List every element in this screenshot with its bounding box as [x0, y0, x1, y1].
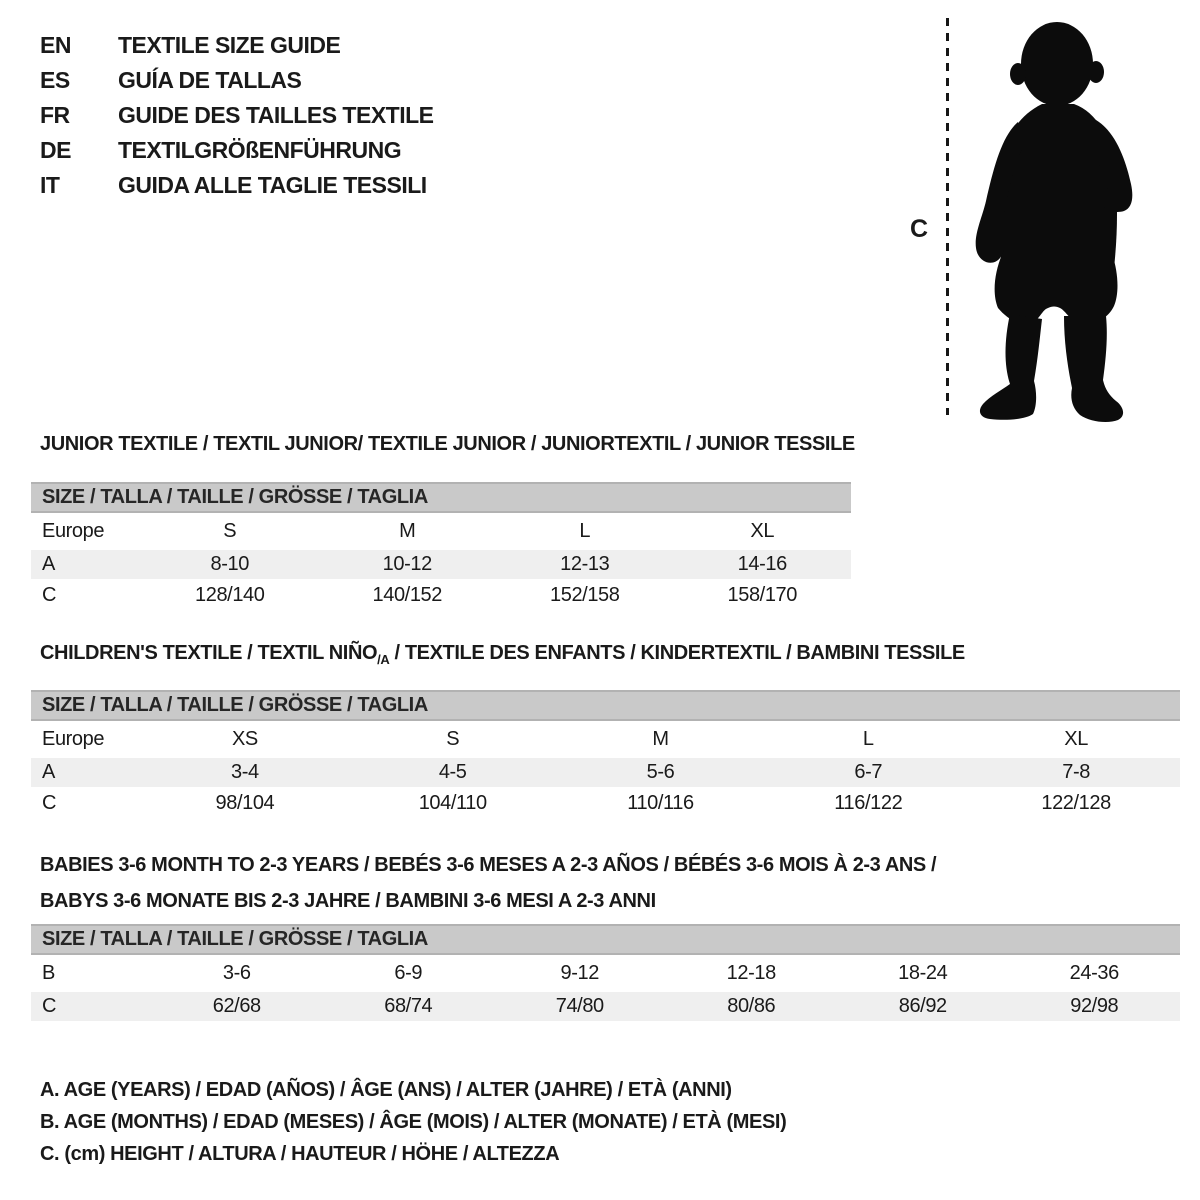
junior-size-table	[31, 482, 851, 612]
column-header: L	[862, 728, 874, 750]
language-label: GUÍA DE TALLAS	[118, 67, 302, 93]
language-label: TEXTILGRÖßENFÜHRUNG	[118, 137, 402, 163]
row-label: B	[42, 962, 55, 984]
cell: 92/98	[1070, 995, 1119, 1017]
legend-line-a: A. AGE (YEARS) / EDAD (AÑOS) / ÂGE (ANS) / ALTER (JAHRE) / ETÀ (ANNI)	[40, 1079, 732, 1101]
cell: 3-4	[231, 761, 259, 783]
row-label: C	[42, 995, 57, 1017]
cell: 122/128	[1041, 792, 1111, 814]
column-header: XS	[231, 728, 258, 750]
cell: 6-9	[394, 962, 423, 984]
column-header: Europe	[42, 728, 105, 750]
row-label: A	[42, 761, 55, 783]
babies-size-table	[31, 924, 1180, 1021]
column-header: S	[446, 728, 460, 750]
junior-column-header-row	[31, 513, 851, 550]
cell: 24-36	[1069, 962, 1119, 984]
cell: 80/86	[727, 995, 776, 1017]
babies-size-header-bar: SIZE / TALLA / TAILLE / GRÖSSE / TAGLIA	[31, 924, 1180, 955]
cell: 104/110	[418, 792, 487, 814]
children-title-sub: /A	[377, 652, 390, 667]
language-row	[40, 133, 434, 168]
column-header: M	[652, 728, 669, 750]
cell: 110/116	[627, 792, 694, 814]
column-header: XL	[750, 520, 775, 542]
language-label: GUIDE DES TAILLES TEXTILE	[118, 102, 434, 128]
row-label: C	[42, 584, 57, 606]
language-row	[40, 98, 434, 133]
column-header: S	[223, 520, 237, 542]
cell: 12-18	[726, 962, 776, 984]
children-section-title	[40, 642, 965, 667]
language-title-list	[40, 28, 434, 203]
cell: 74/80	[555, 995, 604, 1017]
language-row	[40, 168, 434, 203]
cell: 7-8	[1062, 761, 1090, 783]
cell: 9-12	[560, 962, 599, 984]
cell: 12-13	[560, 553, 610, 575]
table-row	[31, 955, 1180, 992]
column-header: Europe	[42, 520, 105, 542]
language-code: ES	[40, 67, 70, 93]
babies-title-line2: BABYS 3-6 MONATE BIS 2-3 JAHRE / BAMBINI 3-6 MESI A 2-3 ANNI	[40, 890, 656, 912]
cell: 128/140	[195, 584, 265, 606]
language-code: FR	[40, 102, 70, 128]
legend-line-c: C. (cm) HEIGHT / ALTURA / HAUTEUR / HÖHE / ALTEZZA	[40, 1143, 560, 1165]
table-row	[31, 579, 851, 612]
table-row	[31, 550, 851, 579]
column-header: XL	[1064, 728, 1088, 750]
cell: 5-6	[646, 761, 675, 783]
language-label: GUIDA ALLE TAGLIE TESSILI	[118, 172, 427, 198]
cell: 116/122	[834, 792, 903, 814]
language-label: TEXTILE SIZE GUIDE	[118, 32, 341, 58]
junior-size-header-bar: SIZE / TALLA / TAILLE / GRÖSSE / TAGLIA	[31, 482, 851, 513]
cell: 140/152	[372, 584, 442, 606]
cell: 8-10	[210, 553, 249, 575]
table-row	[31, 758, 1180, 787]
cell: 152/158	[550, 584, 620, 606]
junior-section-title: JUNIOR TEXTILE / TEXTIL JUNIOR/ TEXTILE JUNIOR / JUNIORTEXTIL / JUNIOR TESSILE	[40, 433, 855, 455]
language-code: EN	[40, 32, 71, 58]
cell: 62/68	[212, 995, 261, 1017]
cell: 68/74	[384, 995, 433, 1017]
column-header: M	[399, 520, 416, 542]
cell: 10-12	[382, 553, 432, 575]
legend-line-b: B. AGE (MONTHS) / EDAD (MESES) / ÂGE (MOIS) / ALTER (MONATE) / ETÀ (MESI)	[40, 1111, 787, 1133]
toddler-silhouette-icon	[958, 16, 1148, 426]
children-title-pre: CHILDREN'S TEXTILE / TEXTIL NIÑO	[40, 642, 378, 664]
cell: 4-5	[438, 761, 467, 783]
cell: 3-6	[222, 962, 251, 984]
height-measure-dashed-line	[946, 18, 949, 415]
children-size-table	[31, 690, 1180, 820]
language-code: DE	[40, 137, 71, 163]
cell: 18-24	[898, 962, 948, 984]
table-row	[31, 992, 1180, 1021]
measurement-legend	[40, 1074, 786, 1170]
language-code: IT	[40, 172, 60, 198]
language-row	[40, 28, 434, 63]
table-row	[31, 787, 1180, 820]
babies-section-title	[40, 847, 936, 919]
children-title-post: / TEXTILE DES ENFANTS / KINDERTEXTIL / BAMBINI TESSILE	[389, 642, 965, 664]
column-header: L	[579, 520, 591, 542]
babies-title-line1: BABIES 3-6 MONTH TO 2-3 YEARS / BEBÉS 3-6 MESES A 2-3 AÑOS / BÉBÉS 3-6 MOIS À 2-3 ANS /	[40, 854, 937, 876]
children-column-header-row	[31, 721, 1180, 758]
children-size-header-bar: SIZE / TALLA / TAILLE / GRÖSSE / TAGLIA	[31, 690, 1180, 721]
language-row	[40, 63, 434, 98]
cell: 98/104	[215, 792, 275, 814]
cell: 86/92	[898, 995, 947, 1017]
cell: 158/170	[727, 584, 797, 606]
row-label: A	[42, 553, 55, 575]
height-measure-label: C	[910, 215, 929, 243]
cell: 6-7	[854, 761, 883, 783]
row-label: C	[42, 792, 57, 814]
cell: 14-16	[737, 553, 787, 575]
